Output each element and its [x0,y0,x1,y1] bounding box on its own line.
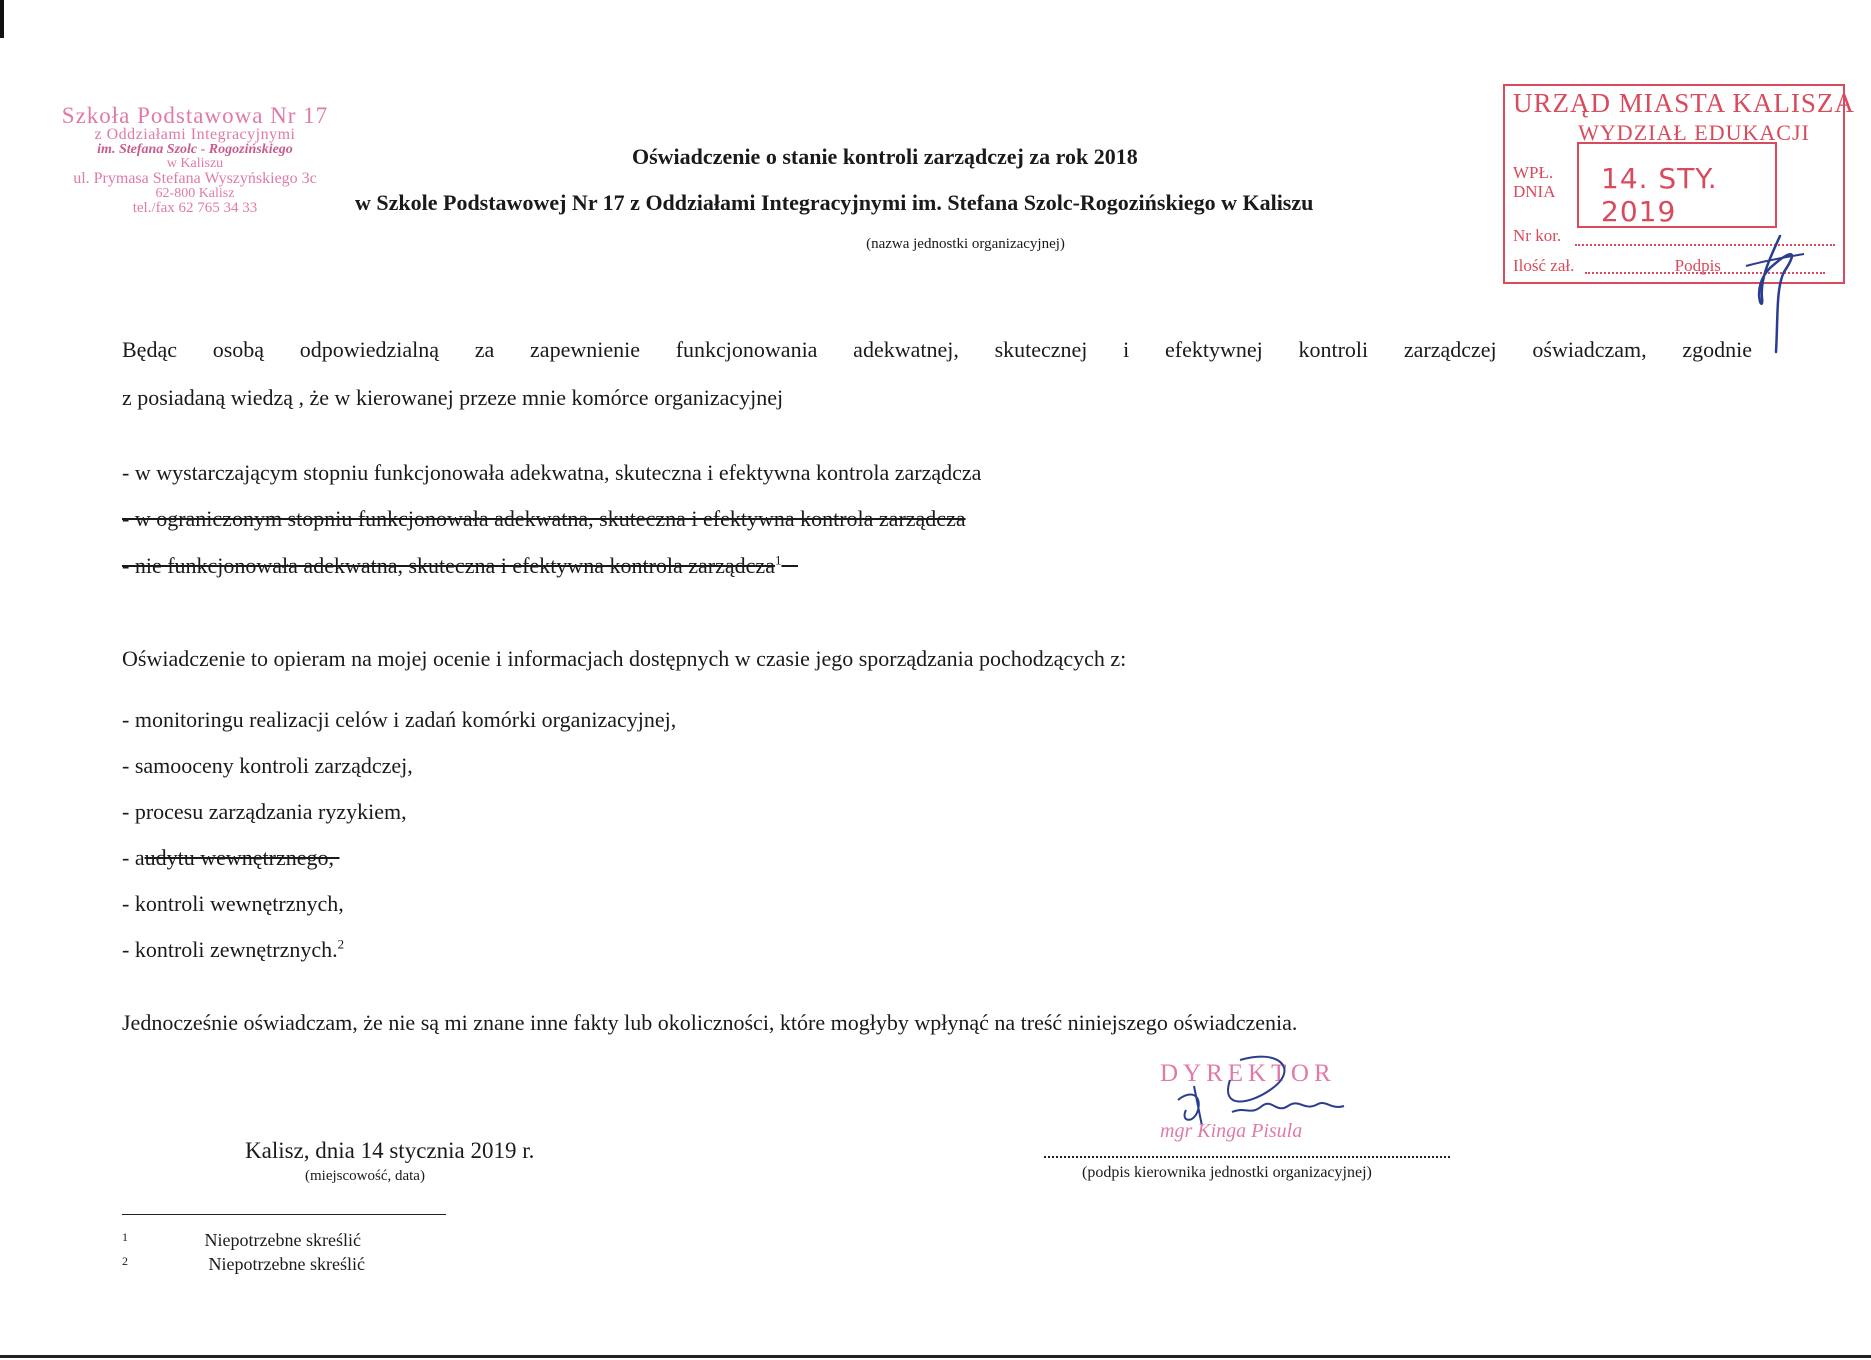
footnote-text: Niepotrzebne skreślić [208,1254,365,1274]
signature-caption: (podpis kierownika jednostki organizacyjnej) [1082,1164,1372,1181]
source-item: - samooceny kontroli zarządczej, [122,753,413,778]
signature-dotted-line [1044,1138,1450,1158]
office-stamp-title: URZĄD MIASTA KALISZA [1513,88,1855,118]
scan-bottom-edge [0,1355,1871,1358]
unit-name-caption: (nazwa jednostki organizacyjnej) [866,236,1065,252]
source-item: - monitoringu realizacji celów i zadań komórki organizacyjnej, [122,707,677,732]
footnote-separator [122,1214,446,1215]
scan-corner-mark [0,0,4,38]
source-item-struck: udytu wewnętrznego, [144,845,334,870]
director-stamp-name: mgr Kinga Pisula [1160,1120,1303,1142]
place-and-date: Kalisz, dnia 14 stycznia 2019 r. [245,1138,535,1163]
source-item: - procesu zarządzania ryzykiem, [122,799,407,824]
footnote [122,1254,365,1275]
option-sufficient: - w wystarczającym stopniu funkcjonowała adekwatna, skuteczna i efektywna kontrola zarządcza [122,460,982,485]
school-stamp-line: im. Stefana Szolc - Rogozińskiego [97,142,293,157]
unit-name: w Szkole Podstawowej Nr 17 z Oddziałami Integracyjnymi im. Stefana Szolc-Rogozińskiego w Kaliszu [355,190,1314,215]
podpis-label: Podpis [1674,256,1721,275]
school-stamp-line: 62-800 Kalisz [155,186,235,201]
source-item-audit [122,845,339,871]
option-none [122,553,798,579]
received-date: 14. STY. 2019 [1601,162,1718,228]
statement-paragraph-line2: z posiadaną wiedzą , że w kierowanej przeze mnie komórce organizacyjnej [122,385,784,410]
sources-intro: Oświadczenie to opieram na mojej ocenie i informacjach dostępnych w czasie jego sporządzania pochodzących z: [122,646,1127,671]
office-stamp-department: WYDZIAŁ EDUKACJI [1578,120,1810,145]
school-stamp-line: w Kaliszu [166,156,224,171]
dnia-label: DNIA [1513,181,1556,201]
source-item: - kontroli wewnętrznych, [122,891,344,916]
office-stamp-date-box [1577,142,1777,228]
option-none-text-struck: - nie funkcjonowała adekwatna, skuteczna i efektywna kontrola zarządcza [122,553,775,578]
document-title: Oświadczenie o stanie kontroli zarządczej za rok 2018 [632,144,1138,169]
footnote-number: 1 [122,1230,128,1244]
place-and-date-caption: (miejscowość, data) [305,1168,425,1184]
nr-kor-label: Nr kor. [1513,226,1562,245]
school-stamp-line: tel./fax 62 765 34 33 [132,200,258,216]
source-item-prefix: - a [122,845,145,870]
footnote-ref: 1 [774,552,782,568]
director-stamp-title: DYREKTOR [1160,1060,1336,1087]
footnote [122,1230,361,1251]
school-stamp-line: ul. Prymasa Stefana Wyszyńskiego 3c [73,170,317,187]
ilosc-zal-label: Ilość zał. [1513,256,1575,275]
footnote-number: 2 [122,1254,128,1268]
footnote-ref: 2 [337,936,345,952]
footnote-text: Niepotrzebne skreślić [204,1230,361,1250]
school-stamp-line: Szkoła Podstawowa Nr 17 [61,103,329,128]
option-limited-struck: - w ograniczonym stopniu funkcjonowała adekwatna, skuteczna i efektywna kontrola zarządcza [122,506,966,531]
source-item-text: - kontroli zewnętrznych. [122,937,338,962]
wpl-label: WPŁ. [1513,163,1554,182]
office-stamp-received-label [1513,164,1556,201]
source-item-external [122,937,344,963]
school-stamp-line: z Oddziałami Integracyjnymi [94,126,296,143]
school-stamp [36,104,354,216]
statement-paragraph-line1: Będąc osobą odpowiedzialną za zapewnienie funkcjonowania adekwatnej, skutecznej i efektywnej kontroli zarządczej oświadczam, zgodnie [122,337,1752,362]
closing-statement: Jednocześnie oświadczam, że nie są mi znane inne fakty lub okoliczności, które mogłyby wpłynąć na treść niniejszego oświadczenia. [122,1010,1298,1035]
